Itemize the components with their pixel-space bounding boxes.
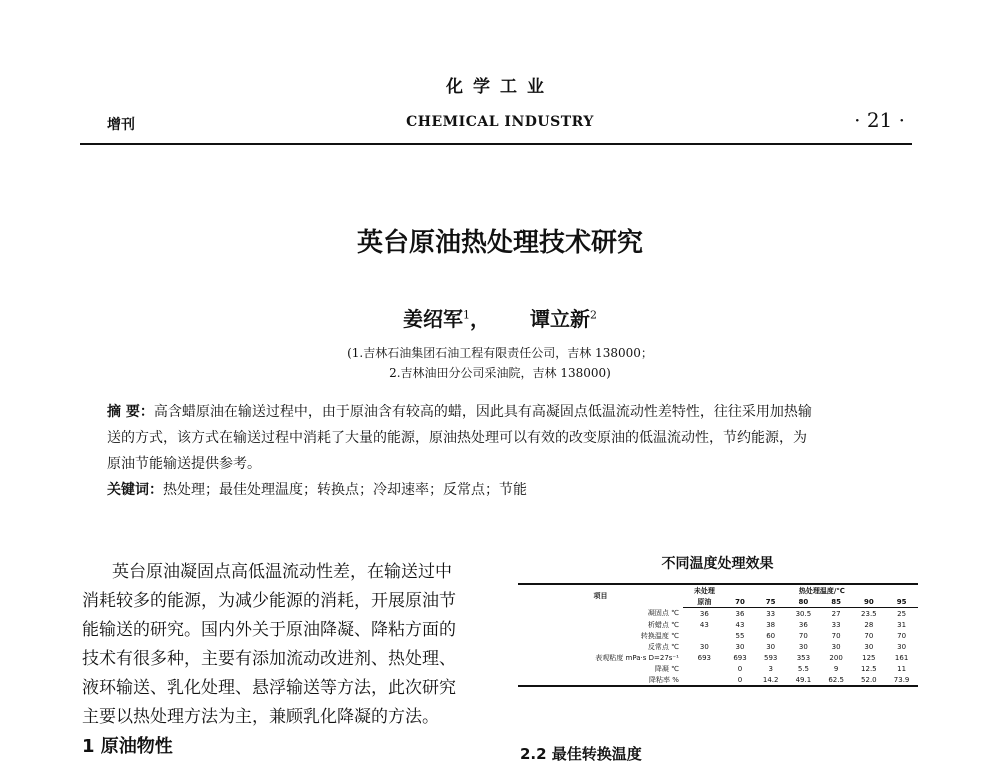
- table-header-temp: 95: [885, 596, 918, 608]
- keywords-text: 热处理；最佳处理温度；转换点；冷却速率；反常点；节能: [163, 482, 527, 498]
- table-header-temp: 90: [852, 596, 885, 608]
- abstract-line: 摘 要：高含蜡原油在输送过程中，由于原油含有较高的蜡，因此具有高凝固点低温流动性差特性，往往采用加热输: [107, 404, 812, 420]
- body-line: 消耗较多的能源，为减少能源的消耗，开展原油节: [82, 591, 456, 611]
- table-row: 转换温度 ℃ 55 60 70 70 70 70: [640, 631, 907, 640]
- issue-label: 增刊: [107, 117, 135, 133]
- table-row: 凝固点 ℃ 36 36 33 30.5 27 23.5 25: [647, 609, 907, 618]
- treatment-effect-table: [518, 583, 918, 687]
- table-header-crude: 原油: [683, 596, 726, 608]
- abstract-line: 原油节能输送提供参考。: [107, 456, 261, 472]
- table-row: 表观粘度 mPa·s D=27s⁻¹ 693 693 593 353 200 125 161: [595, 653, 909, 662]
- authors: [0, 303, 1000, 332]
- keywords: [107, 480, 527, 500]
- journal-title-en: CHEMICAL INDUSTRY: [406, 114, 594, 130]
- author-2: 谭立新: [530, 307, 590, 331]
- page-number: · 21 ·: [854, 108, 905, 132]
- journal-title-cn: 化学工业: [446, 77, 554, 97]
- article-title: 英台原油热处理技术研究: [356, 228, 643, 258]
- body-line: 英台原油凝固点高低温流动性差，在输送过中: [112, 562, 452, 582]
- abstract-line: 送的方式，该方式在输送过程中消耗了大量的能源，原油热处理可以有效的改变原油的低温流动性，节约能源，为: [107, 430, 807, 446]
- body-line: 液环输送、乳化处理、悬浮输送等方法，此次研究: [82, 678, 456, 698]
- author-2-sup: 2: [590, 308, 597, 322]
- affiliation-1: (1.吉林石油集团石油工程有限责任公司，吉林 138000；: [347, 346, 653, 360]
- table-row: 反常点 ℃ 30 30 30 30 30 30 30: [647, 642, 907, 651]
- table-row: 析蜡点 ℃ 43 43 38 36 33 28 31: [647, 620, 907, 629]
- table-header-temp: 85: [820, 596, 853, 608]
- table-header-temp: 70: [726, 596, 755, 608]
- author-separator: ，: [470, 307, 490, 331]
- body-line: 能输送的研究。国内外关于原油降凝、降粘方面的: [82, 620, 456, 640]
- table-header-untreated: 未处理: [683, 584, 726, 596]
- section-heading-1: 1 原油物性: [82, 736, 173, 757]
- table-header-temp: 75: [754, 596, 787, 608]
- table-header-item: 项目: [518, 584, 683, 608]
- table-caption: 不同温度处理效果: [661, 556, 774, 572]
- body-line: 主要以热处理方法为主，兼顾乳化降凝的方法。: [82, 707, 439, 727]
- table-header-temp: 80: [787, 596, 820, 608]
- table-row: 降粘率 % 0 14.2 49.1 62.5 52.0 73.9: [518, 674, 918, 686]
- body-line: 技术有很多种，主要有添加流动改进剂、热处理、: [82, 649, 456, 669]
- author-1: 姜绍军: [403, 307, 463, 331]
- keywords-label: 关键词：: [107, 482, 163, 498]
- table-header-temperature: 热处理温度/℃: [726, 584, 918, 596]
- author-1-sup: 1: [463, 308, 470, 322]
- header-rule: [80, 143, 912, 145]
- abstract-label: 摘 要：: [107, 404, 154, 420]
- table-row: 降凝 ℃ 0 3 5.5 9 12.5 11: [654, 664, 907, 673]
- section-heading-2-2: 2.2 最佳转换温度: [520, 745, 642, 763]
- affiliation-2: 2.吉林油田分公司采油院，吉林 138000): [389, 366, 611, 380]
